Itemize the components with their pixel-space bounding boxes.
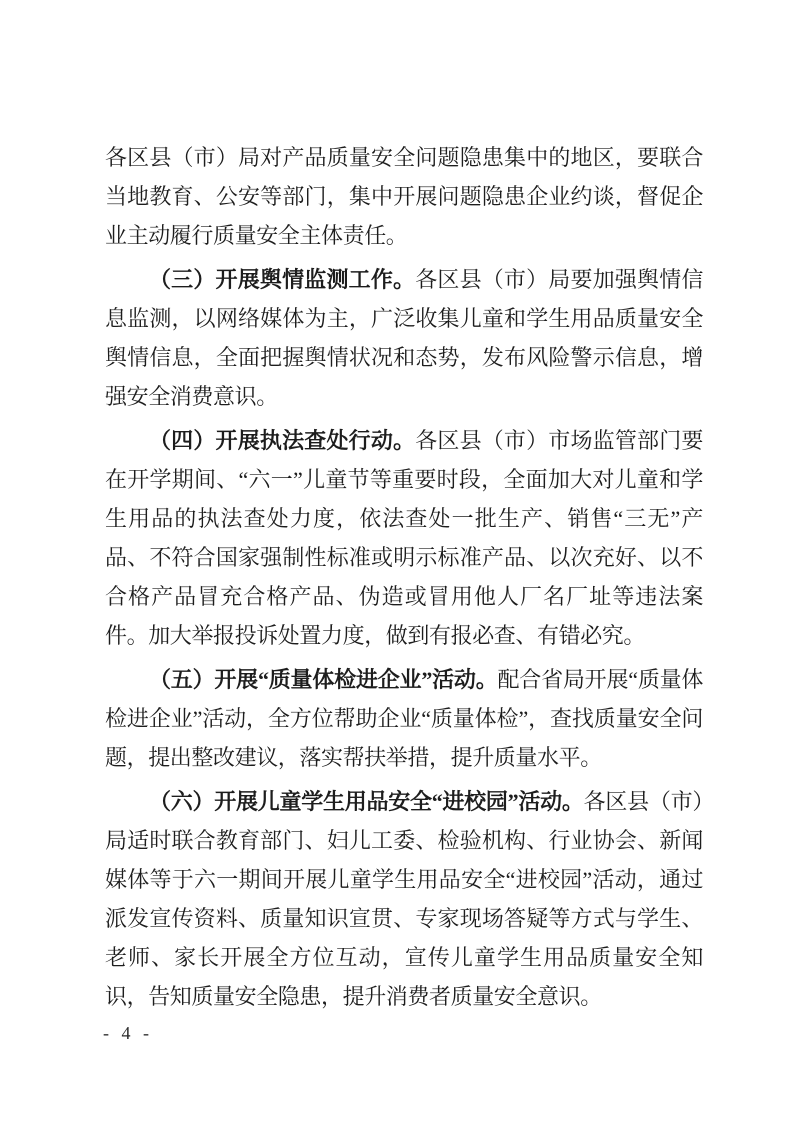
document-body [105, 138, 703, 1021]
paragraph-lead: （四）开展执法查处行动。 [149, 428, 416, 453]
paragraph-lead: （三）开展舆情监测工作。 [149, 267, 416, 292]
paragraph-section-5 [105, 660, 703, 777]
paragraph-section-6 [105, 782, 703, 1016]
paragraph-text: 各区县（市）市场监管部门要在开学期间、“六一”儿童节等重要时段，全面加大对儿童和学生用品的执法查处力度，依法查处一批生产、销售“三无”产品、不符合国家强制性标准或明示标准产品、以次充好、以不合格产品冒充合格产品、伪造或冒用他人厂名厂址等违法案件。加大举报投诉处置力度，做到有报必查、有错必究。 [105, 428, 703, 648]
paragraph-text: 配合省局开展“质量体检进企业”活动，全方位帮助企业“质量体检”，查找质量安全问题，提出整改建议，落实帮扶举措，提升质量水平。 [105, 667, 704, 770]
paragraph-text: 各区县（市）局要加强舆情信息监测，以网络媒体为主，广泛收集儿童和学生用品质量安全舆情信息，全面把握舆情状况和态势，发布风险警示信息，增强安全消费意识。 [105, 267, 703, 409]
paragraph-lead: （六）开展儿童学生用品安全“进校园”活动。 [149, 789, 584, 814]
paragraph-lead: （五）开展“质量体检进企业”活动。 [149, 667, 498, 692]
paragraph-intro-continuation [105, 138, 703, 255]
paragraph-section-3 [105, 260, 703, 416]
paragraph-text: 各区县（市）局对产品质量安全问题隐患集中的地区，要联合当地教育、公安等部门，集中开展问题隐患企业约谈，督促企业主动履行质量安全主体责任。 [105, 145, 703, 248]
page-number: - 4 - [103, 1023, 153, 1043]
paragraph-section-4 [105, 421, 703, 655]
paragraph-text: 各区县（市）局适时联合教育部门、妇儿工委、检验机构、行业协会、新闻媒体等于六一期间开展儿童学生用品安全“进校园”活动，通过派发宣传资料、质量知识宣贯、专家现场答疑等方式与学生、老师、家长开展全方位互动，宣传儿童学生用品质量安全知识，告知质量安全隐患，提升消费者质量安全意识。 [105, 789, 703, 1009]
